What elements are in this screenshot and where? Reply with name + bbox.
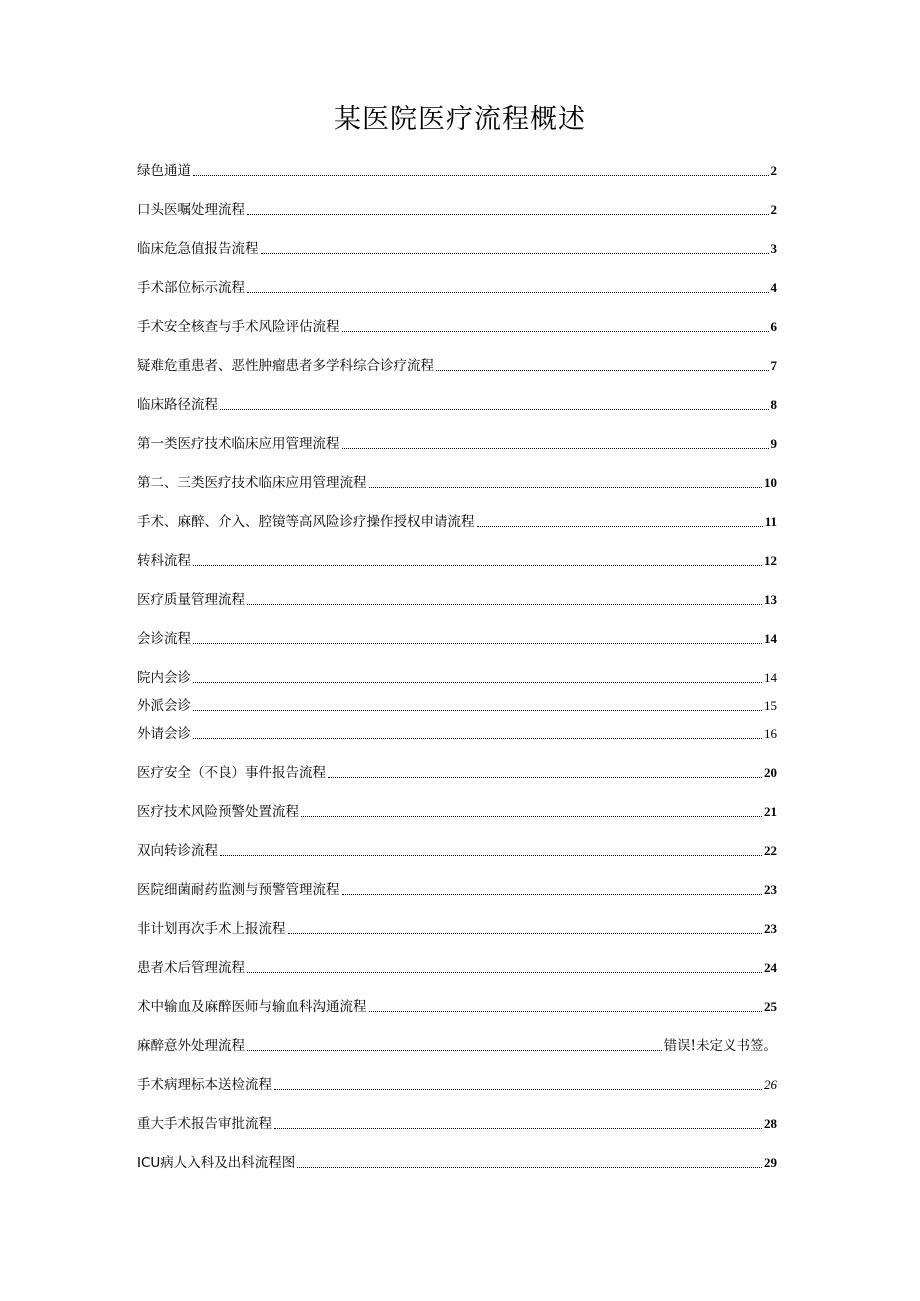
toc-entry[interactable] [137,760,777,783]
toc-entry-label: 手术病理标本送检流程 [137,1077,272,1093]
toc-entry-label: 手术部位标示流程 [137,280,245,296]
toc-entry-label: 临床危急值报告流程 [137,241,259,257]
toc-entry-page: 4 [770,280,777,295]
toc-leader-dots [328,776,762,778]
toc-entry[interactable] [137,548,777,571]
toc-leader-dots [477,525,763,527]
toc-entry-page: 24 [764,960,777,975]
toc-entry-page: 23 [764,882,777,897]
toc-entry-page: 28 [764,1116,777,1131]
toc-entry-page: 21 [764,804,777,819]
toc-entry[interactable] [137,1072,777,1095]
toc-entry-page: 12 [764,553,777,568]
toc-entry-page: 11 [764,514,777,529]
toc-leader-dots [342,447,769,449]
toc-subentry[interactable] [137,665,777,688]
toc-leader-dots [193,174,769,176]
toc-subentry[interactable] [137,721,777,744]
toc-entry[interactable] [137,1150,777,1173]
toc-entry-label: 第一类医疗技术临床应用管理流程 [137,436,340,452]
toc-entry-label: 医院细菌耐药监测与预警管理流程 [137,882,340,898]
toc-leader-dots [342,893,763,895]
toc-entry-label: 会诊流程 [137,631,191,647]
toc-leader-dots [193,681,762,683]
toc-leader-dots [261,252,769,254]
toc-entry-label: 外派会诊 [137,698,191,714]
toc-entry-page: 2 [770,202,777,217]
toc-entry-page: 23 [764,921,777,936]
toc-entry-label: 患者术后管理流程 [137,960,245,976]
toc-entry-page: 25 [764,999,777,1014]
toc-entry[interactable] [137,431,777,454]
toc-entry-label: 医疗安全（不良）事件报告流程 [137,765,326,781]
toc-entry-label: 绿色通道 [137,163,191,179]
toc-leader-dots [288,932,763,934]
toc-entry-label: 手术、麻醉、介入、腔镜等高风险诊疗操作授权申请流程 [137,514,475,530]
toc-entry-label: 口头医嘱处理流程 [137,202,245,218]
toc-entry-page: 13 [764,592,777,607]
toc-bookmark-error: 错误!未定义书签。 [663,1038,777,1054]
toc-entry[interactable] [137,799,777,822]
toc-entry-label: ICU病人入科及出科流程图 [137,1155,296,1171]
toc-entry[interactable] [137,994,777,1017]
toc-entry-label: 医疗技术风险预警处置流程 [137,804,299,820]
toc-entry-page: 22 [764,843,777,858]
toc-entry-page: 15 [764,698,777,713]
toc-leader-dots [193,737,762,739]
toc-entry-label: 手术安全核查与手术风险评估流程 [137,319,340,335]
toc-entry-label: 疑难危重患者、恶性肿瘤患者多学科综合诊疗流程 [137,358,434,374]
toc-leader-dots [220,408,769,410]
toc-entry[interactable] [137,509,777,532]
toc-leader-dots [436,369,769,371]
toc-leader-dots [274,1088,762,1090]
toc-entry-page: 6 [770,319,777,334]
toc-entry-label: 外请会诊 [137,726,191,742]
toc-entry-label: 非计划再次手术上报流程 [137,921,286,937]
toc-leader-dots [301,815,762,817]
toc-leader-dots [193,709,762,711]
toc-entry[interactable] [137,314,777,337]
toc-entry[interactable] [137,470,777,493]
toc-leader-dots [342,330,769,332]
document-title: 某医院医疗流程概述 [334,104,586,135]
toc-leader-dots [247,971,762,973]
toc-entry-label: 医疗质量管理流程 [137,592,245,608]
toc-leader-dots [247,291,769,293]
toc-entry[interactable] [137,916,777,939]
toc-entry-page: 20 [764,765,777,780]
toc-entry-label: 重大手术报告审批流程 [137,1116,272,1132]
toc-entry[interactable] [137,275,777,298]
toc-entry[interactable] [137,353,777,376]
toc-entry[interactable] [137,1033,777,1056]
toc-entry[interactable] [137,236,777,259]
toc-entry-page: 8 [770,397,777,412]
toc-entry[interactable] [137,838,777,861]
toc-entry[interactable] [137,158,777,181]
toc-leader-dots [369,486,763,488]
toc-entry-label: 第二、三类医疗技术临床应用管理流程 [137,475,367,491]
toc-leader-dots [274,1127,762,1129]
toc-entry-page: 10 [764,475,777,490]
toc-entry[interactable] [137,1111,777,1134]
toc-entry-label: 临床路径流程 [137,397,218,413]
toc-entry[interactable] [137,877,777,900]
toc-entry-page: 2 [770,163,777,178]
toc-entry-page: 26 [764,1077,777,1092]
toc-entry[interactable] [137,587,777,610]
toc-entry[interactable] [137,392,777,415]
toc-leader-dots [297,1166,762,1168]
toc-entry-page: 16 [764,726,777,741]
toc-subentry[interactable] [137,693,777,716]
toc-leader-dots [247,1049,662,1051]
table-of-contents [137,158,777,1173]
toc-entry-page: 29 [764,1155,777,1170]
toc-entry-page: 14 [764,670,777,685]
toc-entry-page: 3 [770,241,777,256]
toc-leader-dots [220,854,762,856]
toc-entry-label: 术中输血及麻醉医师与输血科沟通流程 [137,999,367,1015]
toc-entry[interactable] [137,197,777,220]
toc-entry-label: 转科流程 [137,553,191,569]
toc-entry-page: 9 [770,436,777,451]
toc-entry-label: 麻醉意外处理流程 [137,1038,245,1054]
toc-entry-page: 14 [764,631,777,646]
toc-leader-dots [369,1010,763,1012]
toc-entry-label: 双向转诊流程 [137,843,218,859]
toc-entry-label: 院内会诊 [137,670,191,686]
toc-entry-page: 7 [770,358,777,373]
toc-entry[interactable] [137,626,777,649]
toc-entry[interactable] [137,955,777,978]
toc-leader-dots [247,603,762,605]
toc-leader-dots [193,564,762,566]
toc-leader-dots [193,642,762,644]
toc-leader-dots [247,213,769,215]
